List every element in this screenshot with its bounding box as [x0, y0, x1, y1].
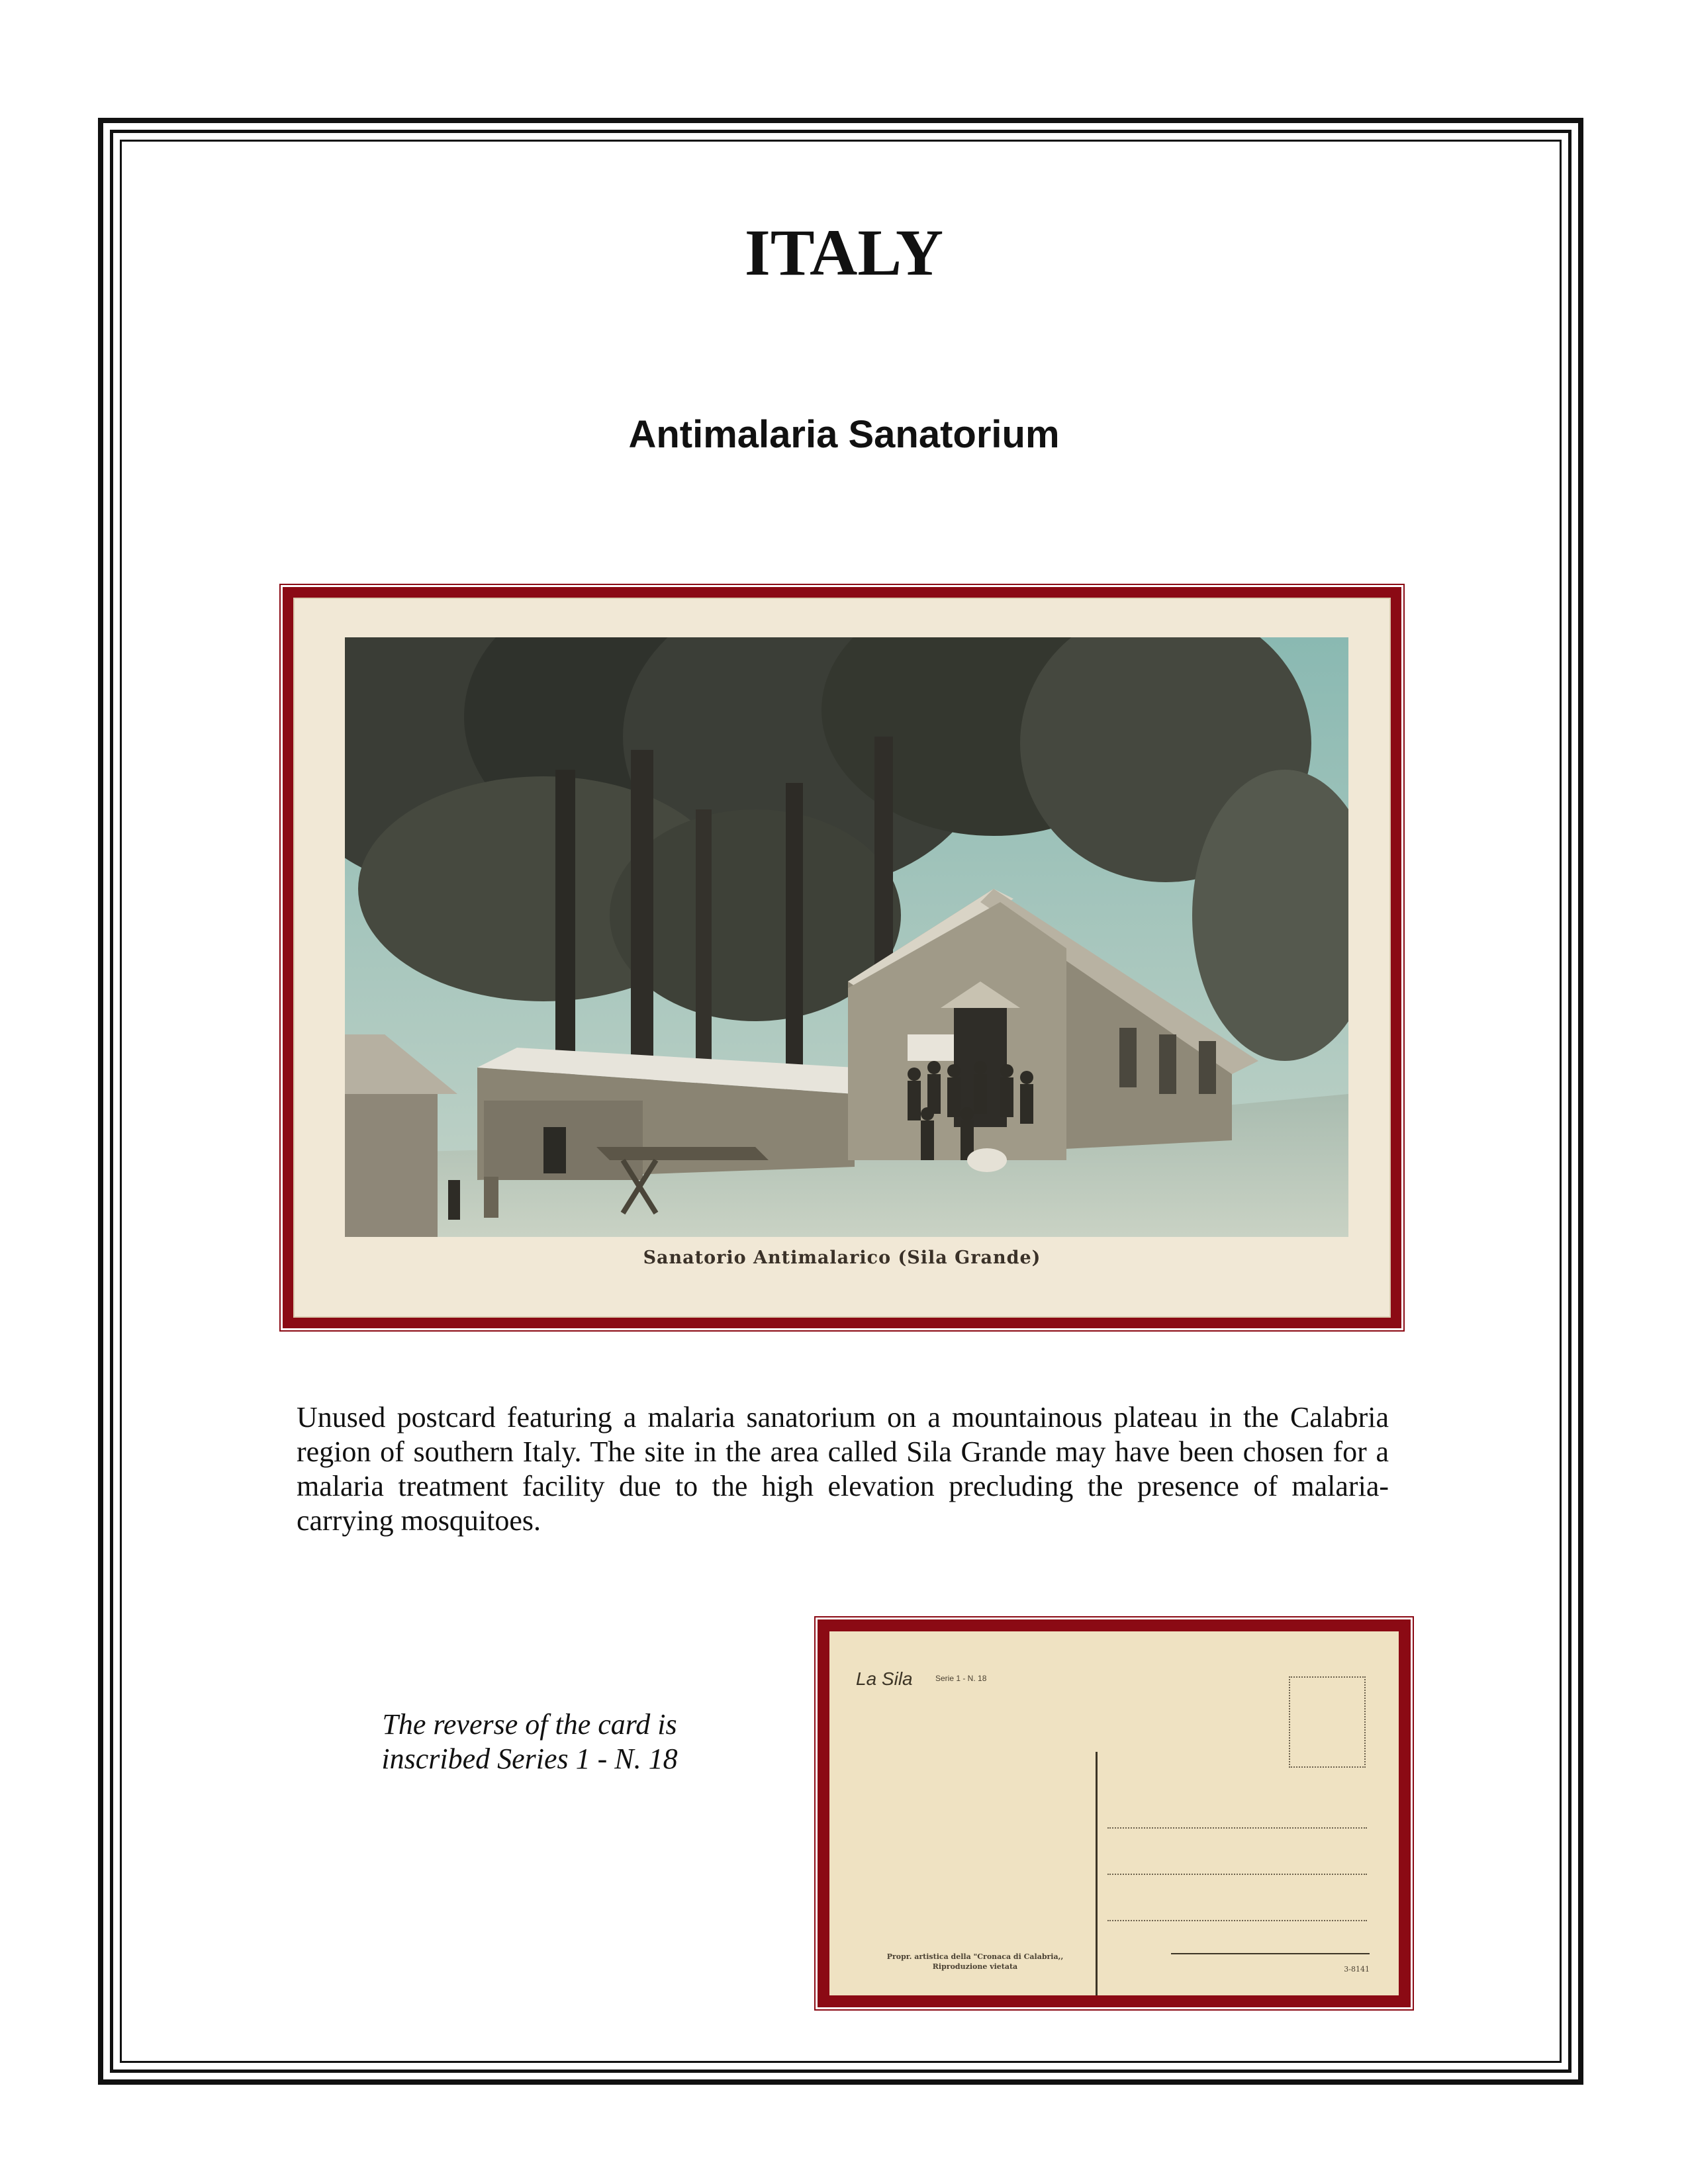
postcard-front-caption: Sanatorio Antimalarico (Sila Grande): [643, 1248, 1041, 1268]
description-paragraph: Unused postcard featuring a malaria sanatorium on a mountainous plateau in the Calabria region of southern Italy. The site in the area called Sila Grande may have been chosen for a malaria treatment facility due to the high elevation precluding the presence of malaria-carrying mosquitoes.: [297, 1401, 1389, 1537]
postcard-back-code: 3-8141: [1344, 1965, 1370, 1974]
postcard-front-mat: [281, 585, 1403, 1330]
page-subtitle: Antimalaria Sanatorium: [628, 413, 1060, 456]
postcard-back-brand: La Sila: [856, 1668, 913, 1689]
postcard-back-footer: [856, 1952, 1094, 1972]
reverse-note-line-1: The reverse of the card is: [382, 1708, 677, 1741]
sanatorium-photo: [345, 637, 1348, 1237]
postcard-divider-line: [1096, 1752, 1098, 1995]
address-line: [1107, 1827, 1367, 1829]
reverse-note: [344, 1707, 715, 1776]
postcard-back-rule: [1171, 1953, 1370, 1954]
address-line: [1107, 1920, 1367, 1921]
address-line: [1107, 1874, 1367, 1875]
stamp-box: [1289, 1676, 1366, 1768]
postcard-back-series: Serie 1 - N. 18: [935, 1674, 987, 1683]
postcard-back-footer-line-2: Riproduzione vietata: [932, 1962, 1018, 1971]
postcard-back-mat: [816, 1617, 1413, 2009]
postcard-back-footer-line-1: Propr. artistica della "Cronaca di Calabria,,: [886, 1952, 1064, 1961]
page-title: ITALY: [744, 216, 944, 289]
reverse-note-line-2: inscribed Series 1 - N. 18: [381, 1743, 678, 1775]
postcard-back: [829, 1631, 1399, 1995]
postcard-front: [293, 598, 1391, 1318]
